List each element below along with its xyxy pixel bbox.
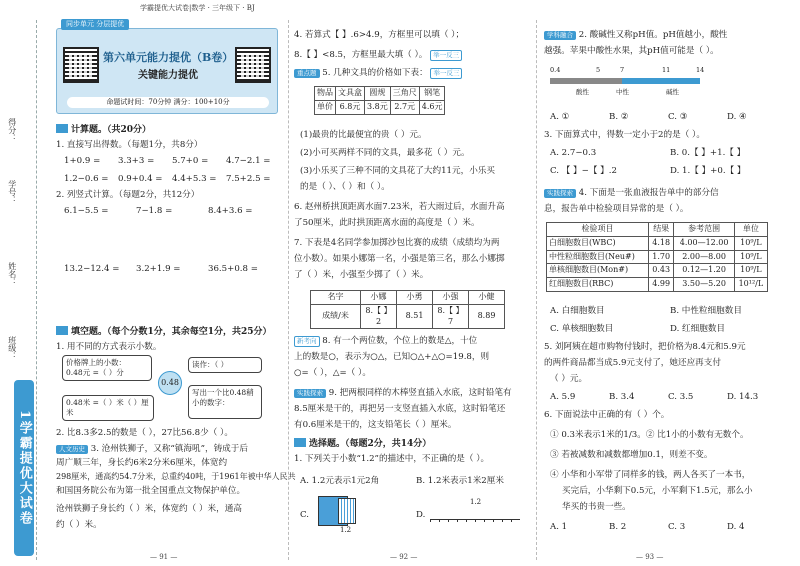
question-6b: 了50厘米，此时拱顶距离水面的高度是（ ）米。 <box>294 218 480 228</box>
fill-question-1: 1. 用不同的方式表示小数。 <box>56 342 162 352</box>
statement-4c: 华买的书贵一些。 <box>562 502 631 512</box>
question-5b: 的两件商品都当成5.9元支付了，她还应再支付 <box>544 358 721 368</box>
fill-question-3-line: 约（ ）米。 <box>56 520 102 530</box>
page-93 <box>536 0 800 566</box>
question-4b: 息，报告单中检验项目异常的是（ ）。 <box>544 204 689 214</box>
ph-tick-label: 0.4 <box>550 66 561 74</box>
q4-options <box>550 306 790 335</box>
q2-options <box>550 112 786 124</box>
statement-1-2: ① 0.3米表示1米的1/3。② 比1小的小数有无数个。 <box>550 430 749 440</box>
question-7c: 了（ ）米，小强至少掷了（ ）米。 <box>294 270 429 280</box>
vertical-calc-row-2 <box>64 264 280 276</box>
question-2: 2. 列竖式计算。（每题2分，共12分） <box>56 190 200 200</box>
table-row: 中性粒细胞数目(Neu#) 1.70 2.00—8.00 10⁹/L <box>547 250 768 264</box>
ph-neutral-label: 中性 <box>616 88 629 96</box>
exam-meta: 命题试时间：70分钟 满分：100+10分 <box>67 97 269 108</box>
unit-header <box>56 20 278 114</box>
ph-scale <box>550 66 720 110</box>
table-row: 红细胞数目(RBC) 4.99 3.50—5.20 10¹²/L <box>547 278 768 292</box>
question-2b: 越强。苹果中酸性水果，其pH值可能是（ ）。 <box>544 46 719 56</box>
page-number: — 92 — <box>390 552 418 561</box>
option[interactable]: D. ④ <box>727 112 747 122</box>
ph-tick-label: 14 <box>696 66 705 74</box>
calc-item: 8.4+3.6 = <box>208 206 253 216</box>
option[interactable]: B. 中性粒细胞数目 <box>670 306 742 316</box>
option[interactable]: A. 5.9 <box>550 392 576 402</box>
statement-3: ③ 若被减数和减数都增加0.1，则差不变。 <box>550 450 713 460</box>
calc-item: 1.2−0.6 = <box>64 173 109 184</box>
question-5-1: (1)最贵的比最便宜的贵（ ）元。 <box>300 130 427 140</box>
question-8c: ○=（ ），△=（ ）。 <box>294 368 371 378</box>
subject-fusion-tag: 学科融合 <box>544 31 576 40</box>
option[interactable]: D. 红细胞数目 <box>670 323 726 334</box>
toss-score-table <box>310 290 505 329</box>
reading-box: 读作：（ ） <box>188 357 262 373</box>
option-a: A. 1.2元表示1元2角 <box>300 476 380 486</box>
question-8: 新考向 8. 有一个两位数，个位上的数是△，十位 <box>294 336 477 348</box>
student-id-label: 学号： <box>7 180 17 204</box>
question-4b: 8.【 】<8.5，方框里最大填（ ）。 举一反三 <box>294 50 462 62</box>
fill-question-3-line: 298厘米，通高约54.7分米，总重约40吨，于1961年被中华人民共 <box>56 472 296 481</box>
practice-tag: 举一反三 <box>430 68 462 79</box>
number-line-figure <box>430 510 520 520</box>
statement-4b: 买完后，小华剩下0.5元，小军剩下1.5元，那么小 <box>562 486 753 496</box>
stationery-price-table <box>314 86 445 115</box>
option[interactable]: A. 1 <box>550 522 568 532</box>
page-number: — 93 — <box>636 552 664 561</box>
calc-item: 36.5+0.8 = <box>208 264 258 274</box>
question-6: 6. 下面说法中正确的有（ ）个。 <box>544 410 670 420</box>
question-9: 实践探索 9. 把两根同样的木棒竖直插入水底，这时铅笔有 <box>294 388 512 400</box>
option-c: C. <box>300 510 310 520</box>
table-header-row: 检验项目 结果 参考范围 单位 <box>547 223 768 237</box>
oral-calc-grid <box>64 156 280 185</box>
option[interactable]: B. ② <box>609 112 629 122</box>
choice-question-1: 1. 下列关于小数“1.2”的描述中，不正确的是（ ）。 <box>294 454 490 464</box>
question-5: 重点题 5. 几种文具的价格如下表： 举一反三 <box>294 68 462 80</box>
table-row: 成绩/米 8.【 】2 8.51 8.【 】7 8.89 <box>311 304 505 329</box>
calc-item: 7.5+2.5 = <box>226 173 271 184</box>
option[interactable]: A. ① <box>550 112 570 122</box>
calc-item: 3.3+3 = <box>118 156 155 166</box>
calc-item: 7−1.8 = <box>136 206 173 216</box>
option[interactable]: C. ③ <box>668 112 688 122</box>
page-92 <box>286 0 536 566</box>
option[interactable]: B. 0.【 】+1.【 】 <box>670 148 746 158</box>
question-8b: 上的数是○，表示为○△，已知○△+△○=19.8，则 <box>294 352 490 362</box>
question-7b: 位小数）。如果小娜第一名，小强是第三名，那么小娜掷 <box>294 254 505 264</box>
statement-4: ④ 小华和小军带了同样多的钱，两人各买了一本书， <box>550 470 751 480</box>
table-row: 白细胞数目(WBC) 4.18 4.00—12.00 10⁹/L <box>547 236 768 250</box>
running-head: 学霸提优大试卷|数学 · 三年级下 · BJ <box>140 4 255 12</box>
q3-options <box>550 148 790 177</box>
figure-c-label: 1.2 <box>340 526 352 534</box>
ph-base-label: 碱性 <box>666 88 679 96</box>
table-header-row: 名字 小娜 小勇 小强 小健 <box>311 291 505 305</box>
blood-report-table <box>546 222 768 292</box>
question-5-3b: 的是（ ）、（ ）和（ ）。 <box>300 182 390 192</box>
option[interactable]: C. 3.5 <box>668 392 694 402</box>
ph-tick-label: 5 <box>596 66 601 74</box>
calc-item: 4.4+5.3 = <box>172 173 217 184</box>
option-b: B. 1.2米表示1米2厘米 <box>416 476 504 486</box>
option[interactable]: B. 2 <box>609 522 627 532</box>
calc-item: 6.1−5.5 = <box>64 206 109 216</box>
ph-acid-label: 酸性 <box>576 88 589 96</box>
score-label: 得分： <box>7 118 17 142</box>
table-row: 单价 6.8元 3.8元 2.7元 4.6元 <box>315 100 445 114</box>
ph-bar <box>550 78 700 84</box>
fill-question-3-line: 周广顺三年，身长约6米2分米6厘米，体宽约 <box>56 458 228 468</box>
option[interactable]: A. 白细胞数目 <box>550 306 605 316</box>
new-trend-tag: 新考向 <box>294 336 320 347</box>
question-7: 7. 下表是4名同学参加掷沙包比赛的成绩（成绩均为两 <box>294 238 500 248</box>
question-9c: 有0.6厘米是干的，这支铅笔长（ ）厘米。 <box>294 420 457 430</box>
option[interactable]: C. 3 <box>668 522 686 532</box>
table-header-row: 物品 文具盒 圆规 三角尺 钢笔 <box>315 87 445 101</box>
calc-item: 4.7−2.1 = <box>226 156 271 166</box>
name-label: 姓名： <box>7 262 17 286</box>
ph-tick-label: 7 <box>620 66 625 74</box>
calc-item: 5.7+0 = <box>172 156 209 166</box>
question-9b: 8.5厘米是干的，再把另一支竖直插入水底，这时铅笔还 <box>294 404 506 414</box>
question-4: 实践探索 4. 下面是一张血液报告单中的部分信 <box>544 188 719 200</box>
page-91 <box>0 0 296 566</box>
option[interactable]: D. 14.3 <box>727 392 759 402</box>
ph-tick-label: 11 <box>662 66 671 74</box>
question-5: 5. 刘阿姨在超市购物付钱时，把价格为8.4元和5.9元 <box>544 342 746 352</box>
practice-explore-tag: 实践探索 <box>294 389 326 398</box>
qr-code-icon <box>63 47 99 83</box>
length-box: 0.48米 =（ ）米（ ）厘米 <box>62 395 154 421</box>
brand-logo: 1学霸提优大试卷 <box>14 380 34 556</box>
unit-subtitle: 关键能力提优 <box>138 70 198 81</box>
question-5-2: (2)小可买两样不同的文具，最多花（ ）元。 <box>300 148 470 158</box>
section-calculation: 计算题。（共20分） <box>56 124 151 136</box>
key-tag: 重点题 <box>294 69 320 78</box>
question-2: 学科融合 2. 酸碱性又称pH值。pH值越小，酸性 <box>544 30 727 42</box>
fill-question-3-line: 和国国务院公布为第一批全国重点文物保护单位。 <box>56 486 246 496</box>
decimal-concept-map <box>62 355 262 423</box>
question-1: 1. 直接写出得数。（每题1分，共8分） <box>56 140 203 150</box>
topic-tag: 人文历史 <box>56 445 88 454</box>
page-number: — 91 — <box>150 552 178 561</box>
option[interactable]: B. 3.4 <box>609 392 635 402</box>
unit-title: 第六单元能力提优（B卷） <box>103 51 234 64</box>
center-decimal: 0.48 <box>158 371 182 395</box>
qr-code-icon <box>235 47 271 83</box>
calc-item: 3.2+1.9 = <box>136 264 181 274</box>
option-d: D. <box>416 510 426 520</box>
calc-item: 1+0.9 = <box>64 156 101 166</box>
price-tag-box: 价格牌上的小数： 0.48元 =（ ）分 <box>62 355 152 381</box>
question-5-3: (3)小乐买了三种不同的文具花了大约11元，小乐买 <box>300 166 495 176</box>
calc-item: 0.9+0.4 = <box>118 173 163 184</box>
section-fill-in: 填空题。（每个分数1分，其余每空1分，共25分） <box>56 326 272 338</box>
vertical-calc-row-1 <box>64 206 280 218</box>
option[interactable]: A. 2.7−0.3 <box>550 148 597 158</box>
question-6: 6. 赵州桥拱顶距离水面7.23米，若大雨过后，水面升高 <box>294 202 505 212</box>
option[interactable]: C. 单核细胞数目 <box>550 323 614 334</box>
q5-options <box>550 392 786 404</box>
question-5c: （ ）元。 <box>550 374 588 384</box>
q6-options <box>550 522 786 534</box>
figure-d-label: 1.2 <box>470 498 482 506</box>
header-tab: 同步单元 分层提优 <box>61 19 129 30</box>
grid-model-figure <box>338 498 356 524</box>
calc-item: 13.2−12.4 = <box>64 264 120 274</box>
fill-question-3: 人文历史 3. 沧州铁狮子，又称“镇海吼”，铸成于后 <box>56 444 248 456</box>
fill-question-2: 2. 比8.3多2.5的数是（ ），27比56.8少（ ）。 <box>56 428 233 438</box>
section-choice: 选择题。（每题2分，共14分） <box>294 438 431 450</box>
smaller-number-box: 写出一个比0.48稍小的数字： <box>188 385 262 419</box>
question-3: 3. 下面算式中，得数一定小于2的是（ ）。 <box>544 130 705 140</box>
question-4: 4. 若算式【 】.6>4.9，方框里可以填（ ）； <box>294 30 465 40</box>
option[interactable]: D. 4 <box>727 522 745 532</box>
table-row: 单核细胞数目(Mon#) 0.43 0.12—1.20 10⁹/L <box>547 264 768 278</box>
class-label: 班级： <box>7 336 17 360</box>
practice-tag: 举一反三 <box>430 50 462 61</box>
option[interactable]: C. 【 】−【 】.2 <box>550 165 617 176</box>
practice-explore-tag: 实践探索 <box>544 189 576 198</box>
fill-question-3-line: 沧州铁狮子身长约（ ）米，体宽约（ ）米，通高 <box>56 504 242 514</box>
option[interactable]: D. 1.【 】+0.【 】 <box>670 165 746 176</box>
